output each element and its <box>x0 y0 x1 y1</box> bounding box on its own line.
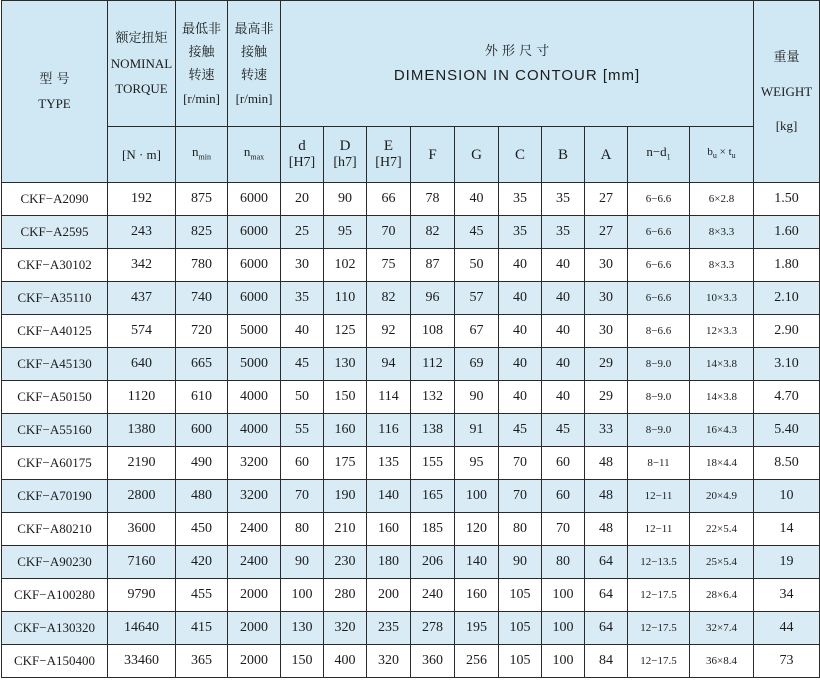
dim-C-cell: 40 <box>499 348 542 381</box>
type-cell: CKF−A60175 <box>2 447 108 480</box>
n-min-cell: 600 <box>176 414 228 447</box>
dim-d-cell: 35 <box>281 282 324 315</box>
dim-bt-cell: 22×5.4 <box>690 513 754 546</box>
dim-F-cell: 240 <box>411 579 455 612</box>
max-speed-line1: 最高非 <box>234 21 274 37</box>
dim-E-cell: 75 <box>367 249 411 282</box>
weight-cell: 1.80 <box>754 249 820 282</box>
dim-F-cell: 112 <box>411 348 455 381</box>
dim-F-cell: 185 <box>411 513 455 546</box>
dim-E-cell: 94 <box>367 348 411 381</box>
n-min-sub: min <box>198 152 211 162</box>
torque-cell: 3600 <box>108 513 176 546</box>
dim-C-cell: 40 <box>499 381 542 414</box>
max-speed-unit: [r/min] <box>235 90 273 106</box>
n-min-cell: 455 <box>176 579 228 612</box>
dim-nd-cell: 12−17.5 <box>628 645 690 678</box>
dim-nd-cell: 12−11 <box>628 513 690 546</box>
dim-G-cell: 45 <box>455 216 499 249</box>
n-max-cell: 3200 <box>228 447 281 480</box>
dim-D-cell: 130 <box>324 348 367 381</box>
weight-cell: 2.90 <box>754 315 820 348</box>
col-bt-header <box>690 127 754 183</box>
torque-header <box>108 1 176 127</box>
n-max-cell: 2000 <box>228 645 281 678</box>
dim-E-cell: 116 <box>367 414 411 447</box>
weight-cell: 4.70 <box>754 381 820 414</box>
type-cell: CKF−A100280 <box>2 579 108 612</box>
dim-d-cell: 50 <box>281 381 324 414</box>
weight-header <box>754 1 820 183</box>
dim-B-cell: 40 <box>542 282 585 315</box>
dim-G-cell: 160 <box>455 579 499 612</box>
dim-G-cell: 195 <box>455 612 499 645</box>
dim-A-cell: 30 <box>585 249 628 282</box>
weight-cell: 19 <box>754 546 820 579</box>
col-D-letter: D <box>339 137 351 154</box>
type-header <box>2 1 108 183</box>
n-min-cell: 450 <box>176 513 228 546</box>
dim-F-cell: 78 <box>411 183 455 216</box>
n-min-cell: 740 <box>176 282 228 315</box>
dim-G-cell: 256 <box>455 645 499 678</box>
col-G-header: G <box>455 127 499 183</box>
type-cell: CKF−A45130 <box>2 348 108 381</box>
dim-D-cell: 110 <box>324 282 367 315</box>
n-max-cell: 5000 <box>228 348 281 381</box>
torque-cell: 2190 <box>108 447 176 480</box>
table-row <box>2 480 820 513</box>
dim-bt-cell: 36×8.4 <box>690 645 754 678</box>
max-speed-line2: 接触 <box>240 44 267 60</box>
n-max-cell: 6000 <box>228 249 281 282</box>
col-E-letter: E <box>383 137 394 154</box>
max-speed-header <box>228 1 281 127</box>
dim-F-cell: 165 <box>411 480 455 513</box>
dim-bt-cell: 10×3.3 <box>690 282 754 315</box>
dim-nd-cell: 12−13.5 <box>628 546 690 579</box>
col-bt-t: t <box>728 146 732 159</box>
dim-nd-cell: 12−17.5 <box>628 579 690 612</box>
torque-cell: 192 <box>108 183 176 216</box>
table-row <box>2 249 820 282</box>
dim-G-cell: 95 <box>455 447 499 480</box>
dim-D-cell: 280 <box>324 579 367 612</box>
dim-bt-cell: 32×7.4 <box>690 612 754 645</box>
dim-E-cell: 66 <box>367 183 411 216</box>
dim-B-cell: 70 <box>542 513 585 546</box>
type-cell: CKF−A130320 <box>2 612 108 645</box>
n-max-sub: max <box>250 152 265 162</box>
n-max-cell: 4000 <box>228 381 281 414</box>
dim-d-cell: 60 <box>281 447 324 480</box>
dim-d-cell: 20 <box>281 183 324 216</box>
table-row <box>2 645 820 678</box>
dim-C-cell: 105 <box>499 579 542 612</box>
n-max-header <box>228 127 281 183</box>
col-B-header: B <box>542 127 585 183</box>
n-max-base: n <box>243 143 251 159</box>
dim-nd-cell: 6−6.6 <box>628 249 690 282</box>
dim-F-cell: 96 <box>411 282 455 315</box>
dim-F-cell: 138 <box>411 414 455 447</box>
dim-A-cell: 27 <box>585 183 628 216</box>
n-min-header <box>176 127 228 183</box>
torque-cell: 2800 <box>108 480 176 513</box>
dim-F-cell: 155 <box>411 447 455 480</box>
table-row <box>2 348 820 381</box>
min-speed-line1: 最低非 <box>181 21 221 37</box>
table-row <box>2 513 820 546</box>
weight-header-en: WEIGHT <box>760 83 813 99</box>
dim-D-cell: 400 <box>324 645 367 678</box>
dim-C-cell: 45 <box>499 414 542 447</box>
coupling-spec-table <box>1 0 820 678</box>
dim-d-cell: 40 <box>281 315 324 348</box>
torque-cell: 33460 <box>108 645 176 678</box>
dim-D-cell: 160 <box>324 414 367 447</box>
dim-G-cell: 91 <box>455 414 499 447</box>
col-E-header <box>367 127 411 183</box>
weight-cell: 5.40 <box>754 414 820 447</box>
dim-G-cell: 50 <box>455 249 499 282</box>
max-speed-line3: 转速 <box>240 67 267 83</box>
col-d-header <box>281 127 324 183</box>
dim-d-cell: 100 <box>281 579 324 612</box>
min-speed-line3: 转速 <box>188 67 215 83</box>
weight-header-cn: 重量 <box>773 49 800 65</box>
n-min-cell: 420 <box>176 546 228 579</box>
n-max-cell: 6000 <box>228 282 281 315</box>
dim-E-cell: 235 <box>367 612 411 645</box>
dim-G-cell: 140 <box>455 546 499 579</box>
dim-B-cell: 60 <box>542 480 585 513</box>
dim-B-cell: 100 <box>542 612 585 645</box>
dim-A-cell: 30 <box>585 315 628 348</box>
weight-cell: 10 <box>754 480 820 513</box>
type-cell: CKF−A150400 <box>2 645 108 678</box>
n-min-cell: 480 <box>176 480 228 513</box>
weight-cell: 44 <box>754 612 820 645</box>
col-D-header <box>324 127 367 183</box>
torque-header-cn: 额定扭矩 <box>115 31 168 46</box>
weight-header-unit: [kg] <box>775 117 798 133</box>
dim-d-cell: 80 <box>281 513 324 546</box>
col-F-header: F <box>411 127 455 183</box>
dim-F-cell: 206 <box>411 546 455 579</box>
type-cell: CKF−A70190 <box>2 480 108 513</box>
torque-cell: 640 <box>108 348 176 381</box>
dim-B-cell: 60 <box>542 447 585 480</box>
type-cell: CKF−A30102 <box>2 249 108 282</box>
dim-nd-cell: 8−11 <box>628 447 690 480</box>
dim-E-cell: 135 <box>367 447 411 480</box>
weight-cell: 8.50 <box>754 447 820 480</box>
n-max-cell: 3200 <box>228 480 281 513</box>
dim-A-cell: 29 <box>585 381 628 414</box>
dim-D-cell: 320 <box>324 612 367 645</box>
dim-bt-cell: 6×2.8 <box>690 183 754 216</box>
dim-E-cell: 180 <box>367 546 411 579</box>
torque-cell: 1120 <box>108 381 176 414</box>
dim-G-cell: 67 <box>455 315 499 348</box>
dim-A-cell: 64 <box>585 546 628 579</box>
dim-A-cell: 48 <box>585 480 628 513</box>
dim-G-cell: 90 <box>455 381 499 414</box>
table-row <box>2 381 820 414</box>
n-min-cell: 665 <box>176 348 228 381</box>
n-min-cell: 780 <box>176 249 228 282</box>
dim-D-cell: 125 <box>324 315 367 348</box>
weight-cell: 1.60 <box>754 216 820 249</box>
dim-A-cell: 64 <box>585 579 628 612</box>
type-cell: CKF−A2595 <box>2 216 108 249</box>
n-max-cell: 6000 <box>228 183 281 216</box>
min-speed-header <box>176 1 228 127</box>
dimension-header-en: DIMENSION IN CONTOUR [mm] <box>393 66 641 84</box>
dim-D-cell: 230 <box>324 546 367 579</box>
min-speed-unit: [r/min] <box>183 90 220 106</box>
dim-D-cell: 190 <box>324 480 367 513</box>
dim-bt-cell: 16×4.3 <box>690 414 754 447</box>
torque-cell: 9790 <box>108 579 176 612</box>
dim-F-cell: 82 <box>411 216 455 249</box>
dim-bt-cell: 8×3.3 <box>690 249 754 282</box>
dim-E-cell: 140 <box>367 480 411 513</box>
torque-cell: 1380 <box>108 414 176 447</box>
n-max-cell: 5000 <box>228 315 281 348</box>
dim-E-cell: 70 <box>367 216 411 249</box>
col-bt-b-sub: u <box>712 151 717 161</box>
dim-nd-cell: 8−9.0 <box>628 348 690 381</box>
table-row <box>2 579 820 612</box>
col-nd-sub: 1 <box>666 152 671 162</box>
dim-D-cell: 95 <box>324 216 367 249</box>
dim-C-cell: 40 <box>499 315 542 348</box>
dim-E-cell: 160 <box>367 513 411 546</box>
torque-unit-header: [N · m] <box>108 127 176 183</box>
dim-E-cell: 82 <box>367 282 411 315</box>
torque-header-en2: TORQUE <box>115 81 168 96</box>
dim-nd-cell: 6−6.6 <box>628 183 690 216</box>
dimension-header-cn: 外 形 尺 寸 <box>484 43 550 59</box>
n-min-cell: 365 <box>176 645 228 678</box>
dim-nd-cell: 8−6.6 <box>628 315 690 348</box>
dim-G-cell: 69 <box>455 348 499 381</box>
n-max-cell: 4000 <box>228 414 281 447</box>
table-row <box>2 414 820 447</box>
weight-cell: 73 <box>754 645 820 678</box>
dim-E-cell: 200 <box>367 579 411 612</box>
dim-G-cell: 40 <box>455 183 499 216</box>
col-bt-t-sub: u <box>731 151 736 161</box>
weight-cell: 3.10 <box>754 348 820 381</box>
type-cell: CKF−A55160 <box>2 414 108 447</box>
dim-E-cell: 114 <box>367 381 411 414</box>
n-max-cell: 6000 <box>228 216 281 249</box>
type-cell: CKF−A2090 <box>2 183 108 216</box>
n-min-cell: 610 <box>176 381 228 414</box>
dim-nd-cell: 12−17.5 <box>628 612 690 645</box>
table-row <box>2 216 820 249</box>
dim-C-cell: 70 <box>499 480 542 513</box>
n-max-cell: 2400 <box>228 546 281 579</box>
n-min-base: n <box>192 143 199 159</box>
dim-B-cell: 40 <box>542 315 585 348</box>
dim-G-cell: 100 <box>455 480 499 513</box>
dim-B-cell: 100 <box>542 645 585 678</box>
dim-d-cell: 90 <box>281 546 324 579</box>
spec-table-body <box>2 183 820 678</box>
dim-E-cell: 320 <box>367 645 411 678</box>
weight-cell: 2.10 <box>754 282 820 315</box>
dim-C-cell: 90 <box>499 546 542 579</box>
type-cell: CKF−A50150 <box>2 381 108 414</box>
n-min-cell: 875 <box>176 183 228 216</box>
dim-E-cell: 92 <box>367 315 411 348</box>
dim-F-cell: 360 <box>411 645 455 678</box>
dim-d-cell: 55 <box>281 414 324 447</box>
dim-G-cell: 57 <box>455 282 499 315</box>
dim-C-cell: 35 <box>499 216 542 249</box>
dim-A-cell: 48 <box>585 447 628 480</box>
col-C-header: C <box>499 127 542 183</box>
dim-A-cell: 27 <box>585 216 628 249</box>
torque-cell: 14640 <box>108 612 176 645</box>
col-A-header: A <box>585 127 628 183</box>
dim-d-cell: 30 <box>281 249 324 282</box>
type-header-en: TYPE <box>38 95 71 111</box>
dim-bt-cell: 14×3.8 <box>690 348 754 381</box>
n-min-cell: 720 <box>176 315 228 348</box>
dim-B-cell: 100 <box>542 579 585 612</box>
col-nd-base: n−d <box>646 143 667 159</box>
dim-B-cell: 80 <box>542 546 585 579</box>
dim-F-cell: 108 <box>411 315 455 348</box>
dim-B-cell: 40 <box>542 381 585 414</box>
dim-bt-cell: 18×4.4 <box>690 447 754 480</box>
col-bt-x: × <box>719 146 726 159</box>
torque-cell: 437 <box>108 282 176 315</box>
n-min-cell: 415 <box>176 612 228 645</box>
dim-nd-cell: 8−9.0 <box>628 414 690 447</box>
dim-F-cell: 278 <box>411 612 455 645</box>
dim-bt-cell: 25×5.4 <box>690 546 754 579</box>
col-D-fit: [h7] <box>333 154 357 170</box>
col-E-fit: [H7] <box>375 154 402 170</box>
dim-D-cell: 150 <box>324 381 367 414</box>
torque-cell: 7160 <box>108 546 176 579</box>
dim-nd-cell: 6−6.6 <box>628 282 690 315</box>
dim-B-cell: 45 <box>542 414 585 447</box>
dim-d-cell: 70 <box>281 480 324 513</box>
dim-bt-cell: 20×4.9 <box>690 480 754 513</box>
col-d-letter: d <box>298 137 306 154</box>
dim-C-cell: 105 <box>499 645 542 678</box>
dim-D-cell: 102 <box>324 249 367 282</box>
dim-bt-cell: 14×3.8 <box>690 381 754 414</box>
table-row <box>2 546 820 579</box>
weight-cell: 34 <box>754 579 820 612</box>
dim-A-cell: 64 <box>585 612 628 645</box>
type-cell: CKF−A80210 <box>2 513 108 546</box>
type-cell: CKF−A40125 <box>2 315 108 348</box>
torque-cell: 574 <box>108 315 176 348</box>
dim-A-cell: 30 <box>585 282 628 315</box>
dim-C-cell: 40 <box>499 249 542 282</box>
n-max-cell: 2000 <box>228 579 281 612</box>
dim-C-cell: 105 <box>499 612 542 645</box>
dim-D-cell: 90 <box>324 183 367 216</box>
n-min-cell: 490 <box>176 447 228 480</box>
dim-bt-cell: 12×3.3 <box>690 315 754 348</box>
dim-d-cell: 25 <box>281 216 324 249</box>
dim-A-cell: 48 <box>585 513 628 546</box>
type-cell: CKF−A35110 <box>2 282 108 315</box>
dim-bt-cell: 28×6.4 <box>690 579 754 612</box>
dim-B-cell: 40 <box>542 249 585 282</box>
col-d-fit: [H7] <box>288 154 316 170</box>
dim-nd-cell: 6−6.6 <box>628 216 690 249</box>
dim-C-cell: 35 <box>499 183 542 216</box>
type-cell: CKF−A90230 <box>2 546 108 579</box>
dim-A-cell: 29 <box>585 348 628 381</box>
torque-cell: 342 <box>108 249 176 282</box>
dim-nd-cell: 12−11 <box>628 480 690 513</box>
dim-D-cell: 175 <box>324 447 367 480</box>
table-row <box>2 183 820 216</box>
min-speed-line2: 接触 <box>188 44 215 60</box>
dim-bt-cell: 8×3.3 <box>690 216 754 249</box>
dim-C-cell: 80 <box>499 513 542 546</box>
dim-F-cell: 132 <box>411 381 455 414</box>
table-row <box>2 447 820 480</box>
n-max-cell: 2000 <box>228 612 281 645</box>
table-row <box>2 315 820 348</box>
dim-d-cell: 130 <box>281 612 324 645</box>
dimension-header <box>281 1 754 127</box>
col-bt-b: b <box>707 146 713 159</box>
type-header-cn: 型 号 <box>39 71 70 87</box>
dim-B-cell: 35 <box>542 183 585 216</box>
dim-F-cell: 87 <box>411 249 455 282</box>
n-min-cell: 825 <box>176 216 228 249</box>
dim-D-cell: 210 <box>324 513 367 546</box>
dim-d-cell: 45 <box>281 348 324 381</box>
dim-B-cell: 40 <box>542 348 585 381</box>
weight-cell: 1.50 <box>754 183 820 216</box>
dim-A-cell: 84 <box>585 645 628 678</box>
torque-cell: 243 <box>108 216 176 249</box>
weight-cell: 14 <box>754 513 820 546</box>
dim-B-cell: 35 <box>542 216 585 249</box>
n-max-cell: 2400 <box>228 513 281 546</box>
col-nd-header <box>628 127 690 183</box>
table-row <box>2 612 820 645</box>
dim-G-cell: 120 <box>455 513 499 546</box>
torque-header-en1: NOMINAL <box>110 56 173 71</box>
dim-C-cell: 70 <box>499 447 542 480</box>
dim-d-cell: 150 <box>281 645 324 678</box>
dim-A-cell: 33 <box>585 414 628 447</box>
table-row <box>2 282 820 315</box>
dim-nd-cell: 8−9.0 <box>628 381 690 414</box>
dim-C-cell: 40 <box>499 282 542 315</box>
